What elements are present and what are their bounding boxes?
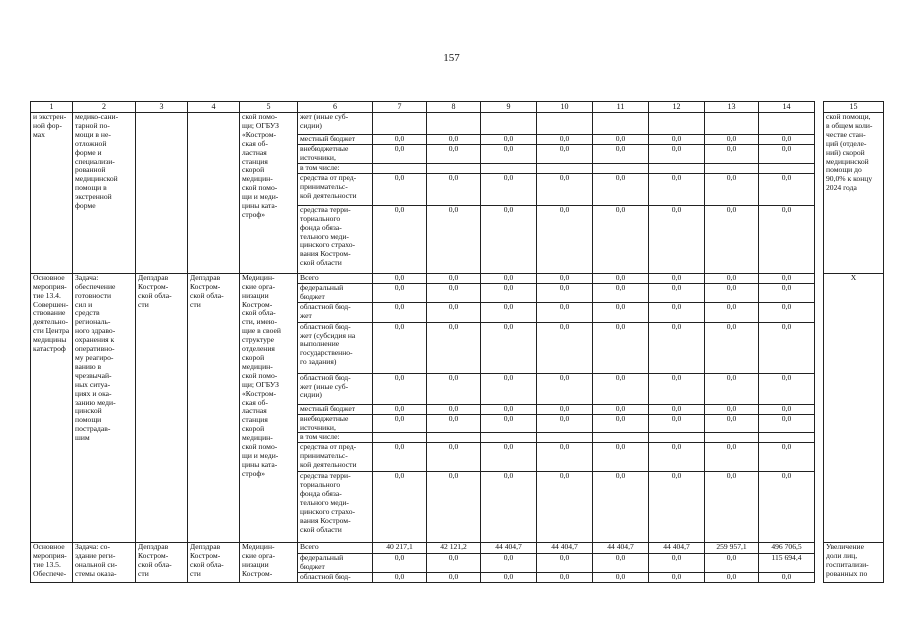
table-body: [31, 102, 884, 583]
header-cell: 15: [824, 102, 884, 113]
value-cell: 0,0: [593, 414, 649, 433]
value-cell: 0,0: [427, 404, 481, 414]
value-cell: 0,0: [373, 443, 427, 472]
value-cell: [759, 113, 815, 135]
source-label: жет (иные суб- сидии): [298, 113, 373, 135]
value-cell: [481, 433, 537, 443]
source-label: в том числе:: [298, 433, 373, 443]
source-label: средства терри- ториального фонда обяза- тельного меди- цинского страхо- вания Костром- ской области: [298, 472, 373, 543]
source-label: областной бюд- жет: [298, 302, 373, 322]
value-cell: 0,0: [649, 472, 705, 543]
value-cell: 0,0: [759, 404, 815, 414]
value-cell: 0,0: [481, 414, 537, 433]
value-cell: 40 217,1: [373, 543, 427, 554]
header-cell: 6: [298, 102, 373, 113]
value-cell: 0,0: [481, 302, 537, 322]
value-cell: 0,0: [373, 135, 427, 145]
value-cell: 0,0: [705, 443, 759, 472]
value-cell: 0,0: [373, 573, 427, 583]
value-cell: 0,0: [593, 135, 649, 145]
header-cell: [815, 102, 824, 113]
value-cell: 0,0: [373, 173, 427, 205]
value-cell: 0,0: [373, 373, 427, 404]
value-cell: 0,0: [481, 283, 537, 302]
value-cell: 0,0: [593, 472, 649, 543]
value-cell: 0,0: [481, 205, 537, 273]
source-label: областной бюд-: [298, 573, 373, 583]
value-cell: [537, 433, 593, 443]
value-cell: 0,0: [427, 322, 481, 373]
value-cell: 0,0: [705, 373, 759, 404]
value-cell: 0,0: [593, 373, 649, 404]
value-cell: [705, 433, 759, 443]
value-cell: 0,0: [537, 443, 593, 472]
value-cell: 0,0: [427, 373, 481, 404]
value-cell: 0,0: [537, 554, 593, 573]
value-cell: [537, 113, 593, 135]
value-cell: 0,0: [705, 554, 759, 573]
source-label: федеральный бюджет: [298, 554, 373, 573]
value-cell: 44 404,7: [481, 543, 537, 554]
source-label: средства терри- ториального фонда обяза- тельного меди- цинского страхо- вания Костром- ской области: [298, 205, 373, 273]
value-cell: 0,0: [593, 283, 649, 302]
value-cell: 0,0: [593, 573, 649, 583]
block3-result-cell: Увеличение доли лиц, госпитализи- рованных по: [824, 543, 884, 583]
value-cell: 0,0: [427, 573, 481, 583]
value-cell: 0,0: [649, 302, 705, 322]
block1-col1-cell: и экстрен- ной фор- мах: [31, 113, 73, 274]
header-cell: 7: [373, 102, 427, 113]
value-cell: 0,0: [481, 273, 537, 283]
header-cell: 9: [481, 102, 537, 113]
value-cell: 0,0: [427, 135, 481, 145]
value-cell: 0,0: [759, 472, 815, 543]
value-cell: 0,0: [705, 472, 759, 543]
page-number: 157: [443, 52, 460, 64]
value-cell: 0,0: [537, 205, 593, 273]
source-label: федеральный бюджет: [298, 283, 373, 302]
source-label: средства от пред- принимательс- кой деятельности: [298, 173, 373, 205]
value-cell: 0,0: [759, 414, 815, 433]
value-cell: 0,0: [373, 283, 427, 302]
budget-table: [30, 101, 884, 583]
value-cell: 0,0: [649, 205, 705, 273]
value-cell: 0,0: [481, 573, 537, 583]
value-cell: 0,0: [373, 554, 427, 573]
spacer-cell: [815, 113, 824, 274]
value-cell: 0,0: [373, 205, 427, 273]
table-row: [31, 543, 884, 554]
value-cell: 0,0: [427, 283, 481, 302]
value-cell: [427, 433, 481, 443]
header-cell: 8: [427, 102, 481, 113]
block1-result-cell: ской помощи, в общем коли- честве стан- ций (отделе- ний) скорой медицинской помощи до 90,0% к концу 2024 года: [824, 113, 884, 274]
value-cell: 0,0: [427, 472, 481, 543]
value-cell: 0,0: [373, 273, 427, 283]
value-cell: 0,0: [705, 322, 759, 373]
value-cell: 0,0: [593, 554, 649, 573]
value-cell: [373, 113, 427, 135]
value-cell: 0,0: [649, 443, 705, 472]
block2-col5-cell: Медицин- ские орга- низации Костром- ской обла- сти, имею- щие в своей структуре отделения скорой медицин- ской помо- щи; ОГБУЗ «Костром- ская об- ластная станция скорой медицин- ской помо- щи и меди- цины ката- строф»: [240, 273, 298, 543]
value-cell: 0,0: [759, 283, 815, 302]
header-cell: 13: [705, 102, 759, 113]
value-cell: 0,0: [705, 414, 759, 433]
block2-col4-cell: Депздрав Костром- ской обла- сти: [188, 273, 240, 543]
value-cell: 0,0: [537, 414, 593, 433]
value-cell: 0,0: [759, 302, 815, 322]
value-cell: 0,0: [649, 414, 705, 433]
value-cell: 0,0: [481, 443, 537, 472]
value-cell: 0,0: [481, 373, 537, 404]
block2-col3-cell: Депздрав Костром- ской обла- сти: [136, 273, 188, 543]
value-cell: 0,0: [759, 373, 815, 404]
value-cell: 0,0: [705, 573, 759, 583]
source-label: внебюджетные источники,: [298, 145, 373, 164]
value-cell: 44 404,7: [649, 543, 705, 554]
header-cell: 12: [649, 102, 705, 113]
value-cell: 0,0: [705, 205, 759, 273]
value-cell: 44 404,7: [593, 543, 649, 554]
value-cell: 0,0: [373, 404, 427, 414]
value-cell: 42 121,2: [427, 543, 481, 554]
value-cell: [373, 163, 427, 173]
value-cell: [427, 113, 481, 135]
value-cell: 0,0: [373, 302, 427, 322]
value-cell: 0,0: [537, 472, 593, 543]
source-label: Всего: [298, 543, 373, 554]
value-cell: 0,0: [427, 205, 481, 273]
value-cell: 0,0: [537, 135, 593, 145]
value-cell: 0,0: [427, 554, 481, 573]
value-cell: 0,0: [373, 145, 427, 164]
value-cell: 0,0: [649, 173, 705, 205]
value-cell: 0,0: [759, 135, 815, 145]
value-cell: 0,0: [705, 145, 759, 164]
value-cell: 0,0: [593, 302, 649, 322]
source-label: областной бюд- жет (субсидия на выполнение государственно- го задания): [298, 322, 373, 373]
value-cell: 0,0: [427, 443, 481, 472]
value-cell: 0,0: [537, 173, 593, 205]
value-cell: 0,0: [705, 283, 759, 302]
value-cell: 0,0: [759, 145, 815, 164]
value-cell: 0,0: [427, 273, 481, 283]
value-cell: 0,0: [373, 472, 427, 543]
value-cell: 0,0: [537, 273, 593, 283]
value-cell: [759, 163, 815, 173]
header-cell: 2: [73, 102, 136, 113]
value-cell: [537, 163, 593, 173]
value-cell: 0,0: [649, 283, 705, 302]
value-cell: [427, 163, 481, 173]
header-cell: 1: [31, 102, 73, 113]
header-cell: 3: [136, 102, 188, 113]
value-cell: 0,0: [537, 404, 593, 414]
value-cell: 0,0: [705, 135, 759, 145]
value-cell: 0,0: [649, 273, 705, 283]
table-row: [31, 113, 884, 135]
value-cell: [705, 163, 759, 173]
value-cell: 0,0: [537, 373, 593, 404]
value-cell: 0,0: [759, 173, 815, 205]
value-cell: 0,0: [649, 404, 705, 414]
value-cell: 44 404,7: [537, 543, 593, 554]
value-cell: 496 706,5: [759, 543, 815, 554]
value-cell: 0,0: [427, 173, 481, 205]
value-cell: 0,0: [481, 145, 537, 164]
block3-col4-cell: Депздрав Костром- ской обла- сти: [188, 543, 240, 583]
source-label: местный бюджет: [298, 404, 373, 414]
source-label: Всего: [298, 273, 373, 283]
value-cell: 0,0: [593, 173, 649, 205]
value-cell: [481, 163, 537, 173]
value-cell: 0,0: [481, 404, 537, 414]
block3-col2-cell: Задача: со- здание реги- ональной си- стемы оказа-: [73, 543, 136, 583]
value-cell: 0,0: [649, 322, 705, 373]
block1-col5-cell: ской помо- щи; ОГБУЗ «Костром- ская об- ластная станция скорой медицин- ской помо- щи и меди- цины ката- строф»: [240, 113, 298, 274]
header-cell: 5: [240, 102, 298, 113]
value-cell: 0,0: [537, 573, 593, 583]
value-cell: 0,0: [649, 573, 705, 583]
value-cell: 0,0: [537, 283, 593, 302]
table-row: [31, 273, 884, 283]
block3-col5-cell: Медицин- ские орга- низации Костром-: [240, 543, 298, 583]
value-cell: 0,0: [481, 322, 537, 373]
source-label: внебюджетные источники,: [298, 414, 373, 433]
value-cell: [649, 433, 705, 443]
value-cell: 0,0: [593, 205, 649, 273]
value-cell: 0,0: [537, 302, 593, 322]
value-cell: 0,0: [427, 145, 481, 164]
value-cell: 0,0: [593, 273, 649, 283]
value-cell: 0,0: [481, 472, 537, 543]
value-cell: 0,0: [593, 145, 649, 164]
value-cell: [649, 113, 705, 135]
value-cell: [593, 433, 649, 443]
value-cell: 0,0: [705, 173, 759, 205]
value-cell: [593, 163, 649, 173]
header-row: [31, 102, 884, 113]
block3-col3-cell: Депздрав Костром- ской обла- сти: [136, 543, 188, 583]
value-cell: 0,0: [481, 173, 537, 205]
value-cell: 0,0: [481, 135, 537, 145]
value-cell: 0,0: [593, 322, 649, 373]
value-cell: 0,0: [593, 404, 649, 414]
value-cell: 0,0: [481, 554, 537, 573]
value-cell: 0,0: [373, 414, 427, 433]
value-cell: 0,0: [705, 302, 759, 322]
value-cell: 0,0: [593, 443, 649, 472]
value-cell: 0,0: [373, 322, 427, 373]
block1-col4-cell: [188, 113, 240, 274]
value-cell: 0,0: [649, 554, 705, 573]
spacer-cell: [815, 273, 824, 543]
value-cell: 0,0: [649, 373, 705, 404]
value-cell: 0,0: [427, 414, 481, 433]
source-label: средства от пред- принимательс- кой деятельности: [298, 443, 373, 472]
value-cell: 0,0: [759, 322, 815, 373]
block2-result-cell: X: [824, 273, 884, 543]
value-cell: 0,0: [427, 302, 481, 322]
value-cell: 0,0: [537, 145, 593, 164]
value-cell: 0,0: [759, 273, 815, 283]
header-cell: 14: [759, 102, 815, 113]
source-label: в том числе:: [298, 163, 373, 173]
value-cell: 0,0: [649, 145, 705, 164]
value-cell: [593, 113, 649, 135]
value-cell: 0,0: [705, 273, 759, 283]
source-label: областной бюд- жет (иные суб- сидии): [298, 373, 373, 404]
header-cell: 4: [188, 102, 240, 113]
value-cell: 0,0: [759, 205, 815, 273]
header-cell: 11: [593, 102, 649, 113]
block1-col3-cell: [136, 113, 188, 274]
value-cell: 0,0: [537, 322, 593, 373]
value-cell: [705, 113, 759, 135]
spacer-cell: [815, 543, 824, 583]
value-cell: [649, 163, 705, 173]
value-cell: [373, 433, 427, 443]
value-cell: [481, 113, 537, 135]
block3-col1-cell: Основное мероприя- тие 13.5. Обеспече-: [31, 543, 73, 583]
block1-col2-cell: медико-сани- тарной по- мощи в не- отложной форме и специализи- рованной медицинской помощи в экстренной форме: [73, 113, 136, 274]
value-cell: 259 957,1: [705, 543, 759, 554]
source-label: местный бюджет: [298, 135, 373, 145]
block2-col2-cell: Задача: обеспечение готовности сил и средств региональ- ного здраво- охранения к оперативно- му реагиро- ванию в чрезвычай- ных ситуа- циях и ока- занию меди- цинской помощи пострадав- шим: [73, 273, 136, 543]
value-cell: 0,0: [705, 404, 759, 414]
value-cell: [759, 433, 815, 443]
value-cell: 0,0: [649, 135, 705, 145]
value-cell: 0,0: [759, 573, 815, 583]
header-cell: 10: [537, 102, 593, 113]
value-cell: 0,0: [759, 443, 815, 472]
value-cell: 115 694,4: [759, 554, 815, 573]
block2-col1-cell: Основное мероприя- тие 13.4. Совершен- ствование деятельно- сти Центра медицины катастроф: [31, 273, 73, 543]
